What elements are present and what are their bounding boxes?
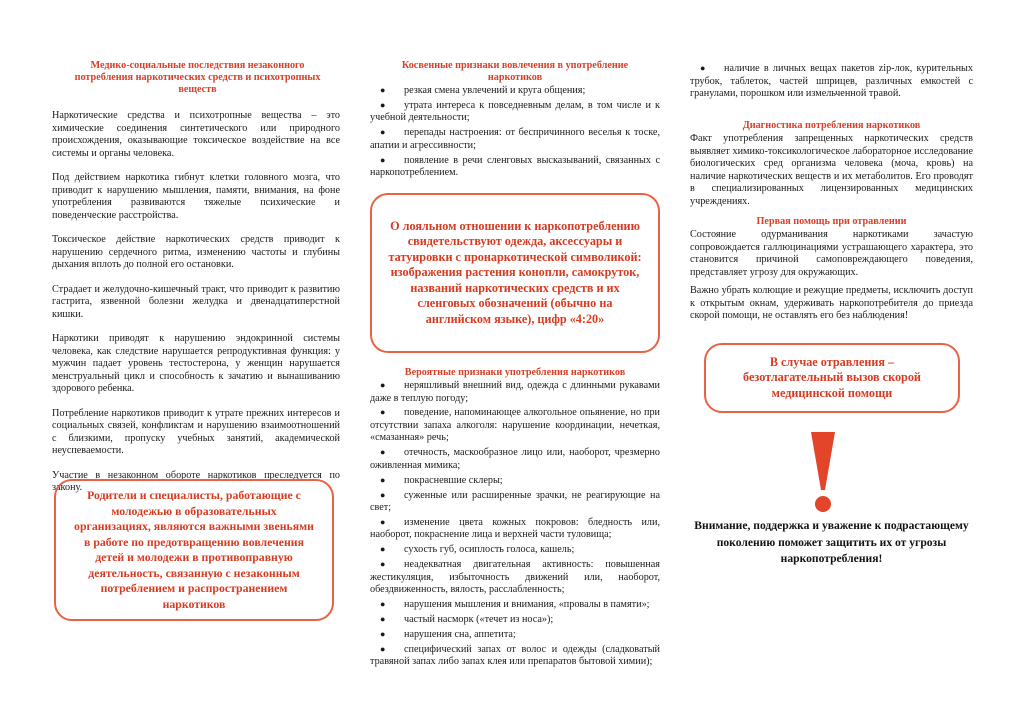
list-item: ● перепады настроения: от беспричинного веселья к тоске, апатии и агрессивности; (370, 127, 660, 151)
column-left (52, 0, 340, 725)
heading-diagnostics: Диагностика потребления наркотиков (742, 120, 921, 131)
paragraph-4: Страдает и желудочно-кишечный тракт, что приводит к развитию гастрита, язвенной болезни желудка и двенадцатиперстной кишки. (52, 283, 340, 320)
bullet-dot: ● (380, 614, 386, 625)
paragraph-7: Участие в незаконном обороте наркотиков преследуется по закону. (52, 469, 340, 493)
bullet-dot: ● (380, 559, 386, 570)
bullet-dot: ● (380, 127, 386, 138)
paragraph-3: Токсическое действие наркотических средств приводит к нарушению сердечного ритма, изменению частоты и глубины дыхания вплоть до полной его остановки. (52, 234, 340, 270)
callout-parents: Родители и специалисты, работающие с молодежью в образовательных организациях, являются важными звеньями в работе по предотвращению вовлечения детей и молодежи в противоправную деятельность, связанную с незаконным потреблением и распространением наркотиков (54, 479, 334, 621)
list-item: ● резкая смена увлечений и круга общения; (370, 84, 660, 98)
paragraph-2: Под действием наркотика гибнут клетки головного мозга, что приводит к нарушению мышления, памяти, внимания, на фоне употребления развиваются тяжелые психические и поведенческие расстройства. (52, 172, 340, 221)
bullet-dot: ● (700, 63, 706, 73)
paragraph-diagnostics: Факт употребления запрещенных наркотических средств выявляет химико-токсикологическое лабораторное исследование биологических сред организма человека (моча, кровь) на наличие наркотических веществ и их метаболитов. Его проводят в специализированных лицензированных медицинских учреждениях. (690, 133, 973, 207)
bullet-dot: ● (380, 380, 386, 390)
list-indirect-signs (370, 84, 660, 181)
bullet-dot: ● (380, 447, 386, 458)
paragraph-5: Наркотики приводят к нарушению эндокринной системы человека, как следствие нарушается репродуктивная функция: у мужчин падает уровень тестостерона, у женщин нарушается менструальный цикл и способность к зачатию и вынашиванию здорового ребенка. (52, 333, 340, 394)
bullet-dot: ● (380, 154, 386, 165)
list-item: ● неряшливый внешний вид, одежда с длинными рукавами даже в теплую погоду; (370, 380, 660, 404)
paragraph-6: Потребление наркотиков приводит к утрате прежних интересов и социальных связей, конфликтам и нарушению взаимоотношений с близкими, пропуску учебных занятий, академической неуспеваемости. (52, 407, 340, 456)
list-item: ● частый насморк («течет из носа»); (370, 613, 660, 627)
bullet-dot: ● (380, 544, 386, 555)
bullet-dot: ● (380, 99, 386, 110)
list-item: ● покрасневшие склеры; (370, 474, 660, 488)
list-continued (690, 62, 973, 102)
list-item: ● нарушения мышления и внимания, «провалы в памяти»; (370, 598, 660, 612)
callout-poisoning: В случае отравления – безотлагательный вызов скорой медицинской помощи (704, 343, 960, 413)
bullet-dot: ● (380, 489, 386, 500)
list-probable-signs (370, 379, 660, 670)
bullet-dot: ● (380, 474, 386, 485)
paragraphs-block (52, 110, 340, 495)
list-item: ● утрата интереса к повседневным делам, в том числе и к учебной деятельности; (370, 99, 660, 124)
list-item: ● специфический запах от волос и одежды (сладковатый травяной запах либо запах клея или препаратов бытовой химии); (370, 643, 660, 668)
list-item: ● наличие в личных вещах пакетов zip-лок, курительных трубок, таблеток, частей шприцев, различных емкостей с гранулами, порошком или измельченной травой. (690, 63, 973, 99)
list-item: ● суженные или расширенные зрачки, не реагирующие на свет; (370, 489, 660, 514)
footer-message: Внимание, поддержка и уважение к подрастающему поколению поможет защитить их от угрозы наркопотребления! (694, 519, 969, 565)
bullet-dot: ● (380, 85, 386, 95)
paragraph-1: Наркотические средства и психотропные вещества – это химические соединения синтетического или природного происхождения, оказывающие токсическое воздействие на все системы и органы человека. (52, 110, 340, 159)
list-item: ● неадекватная двигательная активность: повышенная жестикуляция, избыточность движений или, наоборот, обездвиженность, вялость, расслабленность; (370, 559, 660, 596)
paragraph-first-aid-1: Состояние одурманивания наркотиками зачастую сопровождается галлюцинациями устрашающего характера, это становится причиной самоповреждающего поведения, представляет угрозу для окружающих. (690, 229, 973, 278)
heading-medical-consequences: Медико-социальные последствия незаконного потребления наркотических средств и психотропных веществ (74, 60, 321, 95)
list-item: ● изменение цвета кожных покровов: бледность или, наоборот, покраснение лица и верхней части туловища; (370, 516, 660, 541)
heading-probable-signs: Вероятные признаки употребления наркотиков (404, 367, 626, 378)
column-middle (370, 0, 660, 725)
list-item: ● появление в речи сленговых высказываний, связанных с наркопотреблением. (370, 154, 660, 179)
exclamation-icon (803, 428, 843, 516)
heading-first-aid: Первая помощь при отравлении (756, 216, 907, 227)
callout-loyalty: О лояльном отношении к наркопотреблению свидетельствуют одежда, аксессуары и татуировки с пронаркотической символикой: изображения растения конопли, самокруток, названий наркотических средств и их сленговых обозначений (обычно на английском языке), цифр «4:20» (370, 193, 660, 353)
bullet-dot: ● (380, 643, 386, 654)
bullet-dot: ● (380, 407, 386, 418)
bullet-dot: ● (380, 516, 386, 527)
bullet-dot: ● (380, 599, 386, 610)
list-item: ● нарушения сна, аппетита; (370, 628, 660, 642)
paragraph-first-aid-2: Важно убрать колющие и режущие предметы, исключить доступ к открытым окнам, удерживать наркопотребителя до приезда скорой помощи, не оставлять его без наблюдения! (690, 285, 973, 321)
heading-indirect-signs: Косвенные признаки вовлечения в употребление наркотиков (401, 60, 629, 83)
column-right (690, 0, 973, 725)
list-item: ● сухость губ, осиплость голоса, кашель; (370, 543, 660, 557)
bullet-dot: ● (380, 628, 386, 639)
list-item: ● поведение, напоминающее алкогольное опьянение, но при отсутствии запаха алкоголя: нарушение координации, нечеткая, «смазанная» речь; (370, 407, 660, 444)
list-item: ● отечность, маскообразное лицо или, наоборот, чрезмерно оживленная мимика; (370, 447, 660, 471)
